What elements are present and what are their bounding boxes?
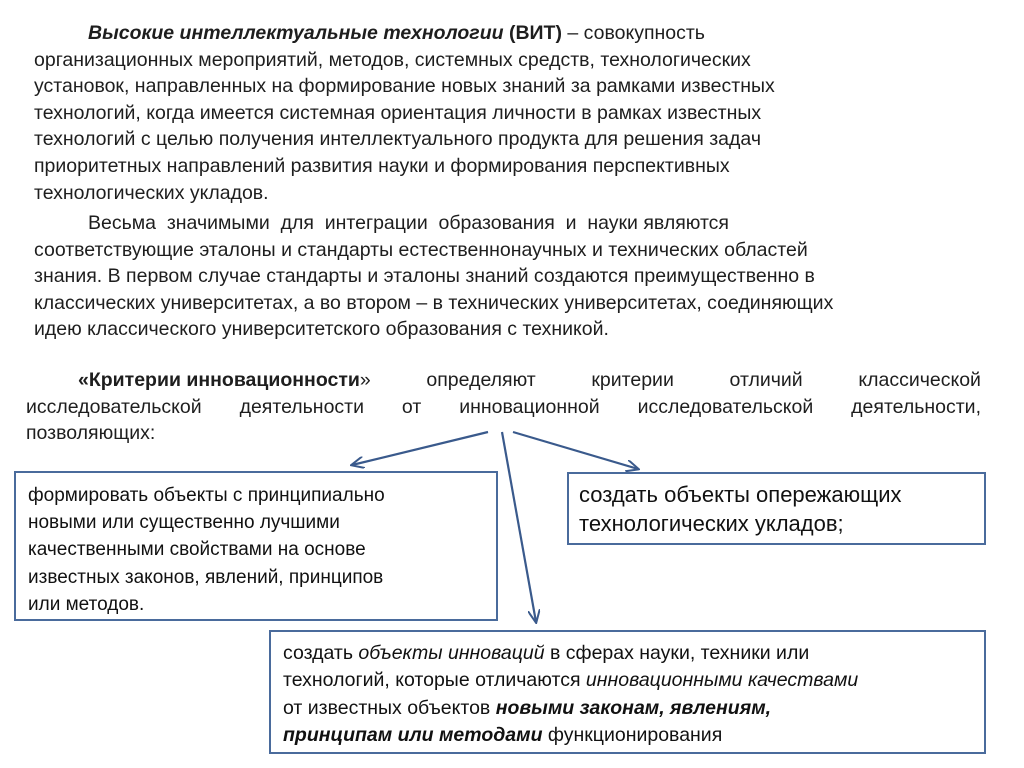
box-line: новыми или существенно лучшими bbox=[28, 512, 340, 534]
definition-line: приоритетных направлений развития науки и формирования перспективных bbox=[34, 154, 730, 177]
criteria-word: критерии bbox=[591, 369, 674, 391]
criterion-box-innovation-objects bbox=[269, 630, 986, 754]
criteria-word: деятельности, bbox=[851, 395, 981, 418]
innovation-qualities-term: инновационными качествами bbox=[585, 669, 859, 692]
arrow-to-left-box bbox=[352, 432, 488, 465]
criteria-line-3: позволяющих: bbox=[26, 422, 156, 444]
box-line: создать объекты опережающих bbox=[579, 482, 902, 507]
integration-line: Весьма значимыми для интеграции образования и науки являются bbox=[88, 212, 729, 234]
definition-line: технологий, когда имеется системная ориентация личности в рамках известных bbox=[34, 101, 762, 124]
criteria-word: инновационной bbox=[459, 395, 600, 418]
definition-line: организационных мероприятий, методов, системных средств, технологических bbox=[34, 48, 751, 71]
close-quote: » bbox=[359, 369, 371, 391]
integration-line: классических университетах, а во втором – в технических университетах, соединяющих bbox=[34, 291, 834, 314]
box-line: технологических укладов; bbox=[579, 510, 844, 536]
innovation-objects-term: объекты инноваций bbox=[358, 642, 545, 664]
criteria-term: Критерии инновационности bbox=[88, 369, 360, 391]
box-line: известных законов, явлений, принципов bbox=[28, 566, 384, 588]
box-line: качественными свойствами на основе bbox=[28, 539, 366, 561]
definition-line: технологий с целью получения интеллектуального продукта для решения задач bbox=[34, 128, 761, 151]
criteria-word: классической bbox=[858, 369, 981, 391]
text-run: функционирования bbox=[542, 724, 723, 747]
arrow-to-right-box bbox=[513, 432, 638, 469]
box-line bbox=[283, 722, 984, 749]
criteria-word: от bbox=[401, 395, 422, 418]
integration-line: соответствующие эталоны и стандарты естественнонаучных и технических областей bbox=[34, 238, 808, 261]
text-run: создать bbox=[283, 642, 359, 664]
integration-line: идею классического университетского образования с техникой. bbox=[34, 318, 609, 341]
criteria-word: определяют bbox=[426, 369, 536, 391]
definition-line: установок, направленных на формирование новых знаний за рамками известных bbox=[34, 75, 775, 98]
principles-methods-term: принципам или методами bbox=[283, 724, 543, 747]
open-quote: « bbox=[78, 369, 89, 391]
criterion-box-advanced-structures bbox=[567, 472, 986, 545]
box-line: формировать объекты с принципиально bbox=[28, 485, 385, 506]
text-run: технологий, которые отличаются bbox=[283, 669, 586, 692]
vit-term: Высокие интеллектуальные технологии bbox=[88, 22, 504, 44]
criteria-word: отличий bbox=[729, 369, 803, 391]
criteria-word: исследовательской bbox=[637, 395, 814, 418]
definition-line: технологических укладов. bbox=[34, 181, 269, 204]
text-run: от известных объектов bbox=[283, 696, 496, 719]
text-run: в сферах науки, техники или bbox=[544, 642, 810, 664]
new-laws-term: новыми законам, явлениям, bbox=[495, 696, 772, 719]
arrow-to-bottom-box bbox=[502, 432, 536, 622]
box-line bbox=[283, 695, 984, 722]
box-line bbox=[283, 667, 984, 694]
integration-line: знания. В первом случае стандарты и эталоны знаний создаются преимущественно в bbox=[34, 265, 815, 288]
criteria-word: исследовательской bbox=[26, 395, 202, 418]
vit-dash-text: – совокупность bbox=[561, 22, 705, 44]
box-line: или методов. bbox=[28, 593, 145, 615]
box-line bbox=[283, 640, 984, 667]
vit-abbr: (ВИТ) bbox=[508, 22, 562, 44]
criteria-word: деятельности bbox=[239, 395, 364, 418]
criterion-box-fundamentally-new bbox=[14, 471, 498, 621]
